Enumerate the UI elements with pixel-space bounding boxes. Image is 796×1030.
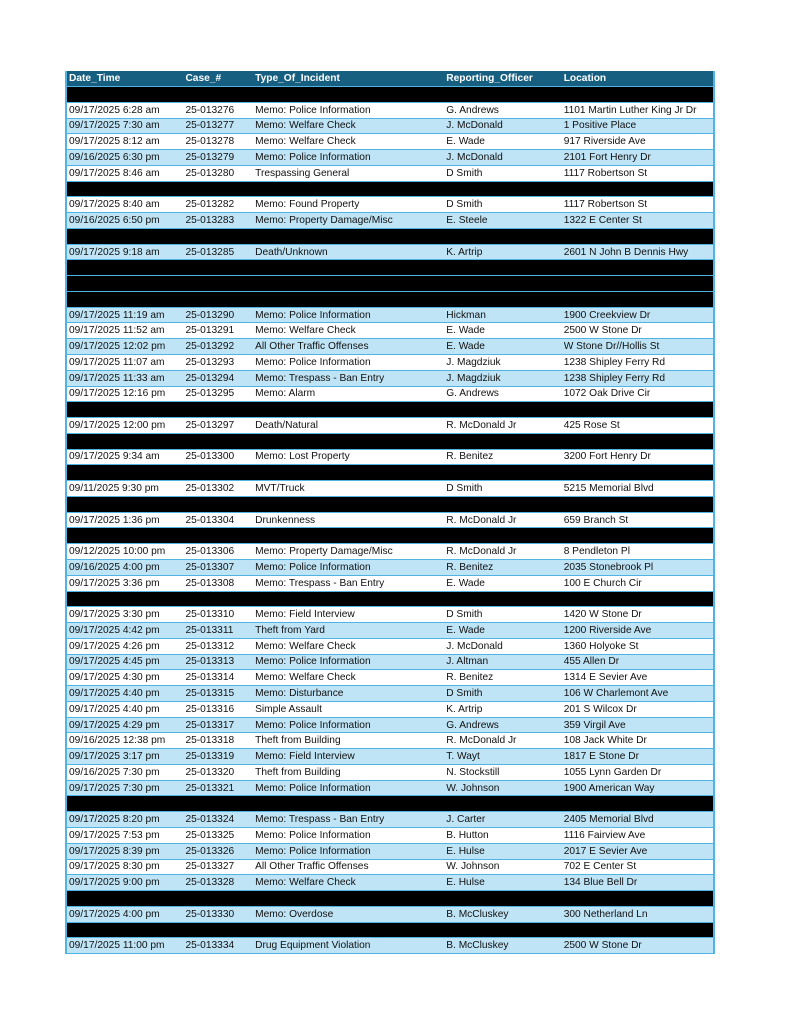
cell-location: 1055 Lynn Garden Dr [563,766,662,778]
cell-date-time: 09/17/2025 4:26 pm [69,640,160,652]
table-row [67,134,713,150]
table-row [67,119,713,135]
cell-reporting-officer: R. Benitez [446,451,494,463]
cell-type-of-incident: Memo: Alarm [255,388,316,400]
header-date-time: Date_Time [69,73,121,84]
cell-location: 917 Riverside Ave [563,136,646,148]
cell-reporting-officer: E. Wade [446,624,485,636]
cell-reporting-officer: B. Hutton [446,829,489,841]
cell-location: 1072 Oak Drive Cir [563,388,651,400]
cell-location: 702 E Center St [563,861,637,873]
table-row [67,812,713,828]
cell-case-number: 25-013317 [185,719,235,731]
cell-type-of-incident: Simple Assault [255,703,322,715]
cell-case-number: 25-013325 [185,829,235,841]
table-row [67,103,713,119]
cell-reporting-officer: R. Benitez [446,672,494,684]
cell-date-time: 09/16/2025 4:00 pm [69,561,160,573]
cell-date-time: 09/17/2025 4:40 pm [69,703,160,715]
cell-case-number: 25-013294 [185,372,235,384]
table-row [67,197,713,213]
cell-reporting-officer: Hickman [446,309,486,321]
cell-type-of-incident: Memo: Police Information [255,104,371,116]
cell-type-of-incident: Theft from Building [255,766,341,778]
table-row [67,702,713,718]
cell-reporting-officer: J. Magdziuk [446,372,501,384]
cell-location: 2405 Memorial Blvd [563,814,654,826]
cell-case-number: 25-013310 [185,609,235,621]
cell-case-number: 25-013314 [185,672,235,684]
table-row [67,781,713,797]
cell-date-time: 09/17/2025 4:30 pm [69,672,160,684]
redacted-row [67,497,713,513]
redacted-row [67,796,713,812]
cell-type-of-incident: Trespassing General [255,167,350,179]
cell-reporting-officer: E. Wade [446,341,485,353]
cell-case-number: 25-013327 [185,861,235,873]
cell-date-time: 09/17/2025 4:45 pm [69,656,160,668]
cell-date-time: 09/17/2025 9:18 am [69,246,160,258]
cell-location: 2500 W Stone Dr [563,325,642,337]
cell-date-time: 09/17/2025 8:40 am [69,199,160,211]
table-row [67,686,713,702]
header-case-number: Case_# [185,73,222,84]
cell-case-number: 25-013282 [185,199,235,211]
header-type-of-incident: Type_Of_Incident [255,73,340,84]
cell-case-number: 25-013321 [185,782,235,794]
cell-type-of-incident: Memo: Lost Property [255,451,350,463]
cell-type-of-incident: Memo: Welfare Check [255,640,356,652]
cell-type-of-incident: Memo: Welfare Check [255,325,356,337]
cell-case-number: 25-013295 [185,388,235,400]
cell-reporting-officer: J. McDonald [446,120,503,132]
header-reporting-officer: Reporting_Officer [446,73,533,84]
cell-reporting-officer: D Smith [446,199,483,211]
cell-reporting-officer: E. Hulse [446,845,485,857]
table-row [67,544,713,560]
cell-date-time: 09/17/2025 8:20 pm [69,814,160,826]
cell-case-number: 25-013324 [185,814,235,826]
cell-type-of-incident: Memo: Police Information [255,151,371,163]
cell-reporting-officer: K. Artrip [446,703,483,715]
cell-date-time: 09/17/2025 8:12 am [69,136,160,148]
cell-date-time: 09/16/2025 7:30 pm [69,766,160,778]
cell-type-of-incident: Memo: Police Information [255,845,371,857]
cell-date-time: 09/17/2025 12:16 pm [69,388,166,400]
cell-location: 1238 Shipley Ferry Rd [563,356,666,368]
table-row [67,560,713,576]
cell-location: 425 Rose St [563,419,620,431]
cell-date-time: 09/17/2025 8:39 pm [69,845,160,857]
cell-date-time: 09/17/2025 7:30 pm [69,782,160,794]
cell-case-number: 25-013316 [185,703,235,715]
table-row [67,765,713,781]
table-row [67,166,713,182]
cell-reporting-officer: B. McCluskey [446,940,509,952]
cell-date-time: 09/17/2025 11:00 pm [69,940,165,952]
cell-location: 1420 W Stone Dr [563,609,642,621]
table-row [67,860,713,876]
cell-type-of-incident: Memo: Police Information [255,719,371,731]
cell-case-number: 25-013300 [185,451,235,463]
cell-type-of-incident: Memo: Field Interview [255,751,355,763]
cell-location: 1238 Shipley Ferry Rd [563,372,666,384]
table-row [67,733,713,749]
cell-case-number: 25-013315 [185,687,235,699]
cell-location: 2017 E Sevier Ave [563,845,648,857]
cell-case-number: 25-013290 [185,309,235,321]
cell-type-of-incident: Death/Natural [255,419,318,431]
table-row [67,938,713,954]
cell-reporting-officer: N. Stockstill [446,766,500,778]
cell-location: 134 Blue Bell Dr [563,877,638,889]
redacted-row [67,891,713,907]
cell-reporting-officer: E. Hulse [446,877,485,889]
table-row [67,387,713,403]
cell-location: 100 E Church Cir [563,577,642,589]
cell-type-of-incident: Memo: Found Property [255,199,360,211]
table-row [67,308,713,324]
cell-case-number: 25-013283 [185,215,235,226]
cell-reporting-officer: J. Altman [446,656,489,668]
cell-reporting-officer: D Smith [446,609,483,621]
table-row [67,213,713,229]
cell-date-time: 09/17/2025 7:30 am [69,120,160,132]
cell-case-number: 25-013276 [185,104,235,116]
cell-location: 3200 Fort Henry Dr [563,451,651,463]
cell-date-time: 09/16/2025 6:30 pm [69,151,160,163]
cell-case-number: 25-013306 [185,546,235,558]
cell-type-of-incident: Memo: Disturbance [255,687,344,699]
cell-date-time: 09/17/2025 4:00 pm [69,908,160,920]
cell-location: 2500 W Stone Dr [563,940,642,952]
cell-type-of-incident: Memo: Police Information [255,829,371,841]
cell-date-time: 09/17/2025 4:29 pm [69,719,160,731]
cell-location: 1314 E Sevier Ave [563,672,648,684]
table-row [67,655,713,671]
redacted-row [67,182,713,198]
cell-reporting-officer: G. Andrews [446,719,499,731]
cell-type-of-incident: Memo: Field Interview [255,609,355,621]
cell-location: 201 S Wilcox Dr [563,703,637,715]
table-header [67,71,713,87]
redacted-row [67,434,713,450]
redacted-row [67,402,713,418]
cell-type-of-incident: Drunkenness [255,514,316,526]
cell-case-number: 25-013291 [185,325,235,337]
table-row [67,513,713,529]
cell-date-time: 09/17/2025 9:34 am [69,451,160,463]
table-row [67,749,713,765]
cell-reporting-officer: J. McDonald [446,640,503,652]
cell-location: 359 Virgil Ave [563,719,626,731]
table-row [67,150,713,166]
cell-location: 106 W Charlemont Ave [563,687,669,699]
table-row [67,576,713,592]
redacted-row [67,87,713,103]
table-row [67,481,713,497]
cell-reporting-officer: B. McCluskey [446,908,509,920]
cell-type-of-incident: Memo: Overdose [255,908,334,920]
cell-location: 300 Netherland Ln [563,908,648,920]
table-row [67,323,713,339]
cell-case-number: 25-013312 [185,640,235,652]
cell-location: W Stone Dr//Hollis St [563,341,660,353]
cell-location: 8 Pendleton Pl [563,546,630,558]
cell-reporting-officer: D Smith [446,687,483,699]
table-row [67,828,713,844]
cell-reporting-officer: G. Andrews [446,388,499,400]
cell-reporting-officer: D Smith [446,483,483,495]
cell-date-time: 09/12/2025 10:00 pm [69,546,166,558]
redacted-row [67,276,713,292]
cell-case-number: 25-013330 [185,908,235,920]
cell-type-of-incident: Memo: Welfare Check [255,672,356,684]
cell-date-time: 09/16/2025 12:38 pm [69,735,166,747]
cell-type-of-incident: All Other Traffic Offenses [255,861,369,873]
cell-case-number: 25-013328 [185,877,235,889]
cell-type-of-incident: Memo: Police Information [255,356,371,368]
table-row [67,718,713,734]
cell-type-of-incident: Memo: Trespass - Ban Entry [255,814,385,826]
cell-case-number: 25-013307 [185,561,235,573]
header-location: Location [563,73,607,84]
cell-date-time: 09/17/2025 8:46 am [69,167,160,179]
cell-location: 455 Allen Dr [563,656,620,668]
table-row [67,607,713,623]
cell-reporting-officer: J. McDonald [446,151,503,163]
cell-reporting-officer: W. Johnson [446,782,500,794]
table-row [67,844,713,860]
cell-reporting-officer: E. Steele [446,215,488,226]
cell-location: 1200 Riverside Ave [563,624,652,636]
cell-date-time: 09/17/2025 3:36 pm [69,577,160,589]
cell-type-of-incident: Memo: Police Information [255,309,371,321]
cell-date-time: 09/17/2025 11:33 am [69,372,165,384]
cell-date-time: 09/17/2025 6:28 am [69,104,160,116]
cell-date-time: 09/17/2025 11:07 am [69,356,165,368]
cell-case-number: 25-013297 [185,419,235,431]
redacted-row [67,292,713,308]
table-row [67,371,713,387]
cell-location: 1360 Holyoke St [563,640,639,652]
incident-table [65,71,715,954]
table-row [67,623,713,639]
cell-type-of-incident: Memo: Police Information [255,782,371,794]
cell-type-of-incident: Memo: Property Damage/Misc [255,546,393,558]
cell-type-of-incident: Memo: Trespass - Ban Entry [255,372,385,384]
table-row [67,245,713,261]
redacted-row [67,229,713,245]
table-row [67,670,713,686]
cell-reporting-officer: J. Magdziuk [446,356,501,368]
cell-case-number: 25-013311 [185,624,234,636]
table-row [67,875,713,891]
table-row [67,907,713,923]
cell-case-number: 25-013278 [185,136,235,148]
cell-case-number: 25-013285 [185,246,235,258]
cell-case-number: 25-013277 [185,120,235,132]
cell-type-of-incident: Theft from Building [255,735,341,747]
cell-date-time: 09/16/2025 6:50 pm [69,215,160,226]
cell-date-time: 09/17/2025 8:30 pm [69,861,160,873]
table-row [67,450,713,466]
cell-type-of-incident: Death/Unknown [255,246,328,258]
cell-location: 2601 N John B Dennis Hwy [563,246,689,258]
cell-case-number: 25-013280 [185,167,235,179]
cell-reporting-officer: J. Carter [446,814,486,826]
cell-location: 1900 American Way [563,782,655,794]
cell-reporting-officer: R. McDonald Jr [446,735,517,747]
table-row [67,639,713,655]
cell-date-time: 09/17/2025 9:00 pm [69,877,160,889]
cell-reporting-officer: W. Johnson [446,861,500,873]
cell-date-time: 09/17/2025 4:40 pm [69,687,160,699]
cell-location: 1116 Fairview Ave [563,829,646,841]
cell-case-number: 25-013293 [185,356,235,368]
cell-date-time: 09/11/2025 9:30 pm [69,483,159,495]
cell-reporting-officer: R. McDonald Jr [446,419,517,431]
cell-location: 1322 E Center St [563,215,642,226]
cell-type-of-incident: Drug Equipment Violation [255,940,371,952]
table-row [67,355,713,371]
cell-type-of-incident: Memo: Police Information [255,561,371,573]
cell-date-time: 09/17/2025 1:36 pm [69,514,160,526]
cell-case-number: 25-013292 [185,341,235,353]
cell-location: 108 Jack White Dr [563,735,647,747]
redacted-row [67,528,713,544]
redacted-row [67,592,713,608]
cell-case-number: 25-013320 [185,766,235,778]
cell-case-number: 25-013302 [185,483,235,495]
cell-location: 1 Positive Place [563,120,637,132]
cell-type-of-incident: Memo: Welfare Check [255,136,356,148]
table-row [67,418,713,434]
cell-location: 659 Branch St [563,514,629,526]
cell-location: 1900 Creekview Dr [563,309,651,321]
redacted-row [67,260,713,276]
cell-case-number: 25-013304 [185,514,235,526]
cell-date-time: 09/17/2025 7:53 pm [69,829,160,841]
cell-reporting-officer: K. Artrip [446,246,483,258]
cell-date-time: 09/17/2025 3:30 pm [69,609,160,621]
cell-type-of-incident: MVT/Truck [255,483,305,495]
cell-case-number: 25-013319 [185,751,235,763]
cell-type-of-incident: Memo: Police Information [255,656,371,668]
cell-case-number: 25-013308 [185,577,235,589]
cell-date-time: 09/17/2025 4:42 pm [69,624,160,636]
cell-reporting-officer: R. McDonald Jr [446,514,517,526]
cell-location: 2035 Stonebrook Pl [563,561,654,573]
redacted-row [67,923,713,939]
cell-case-number: 25-013326 [185,845,235,857]
cell-location: 1101 Martin Luther King Jr Dr [563,104,697,116]
cell-type-of-incident: All Other Traffic Offenses [255,341,369,353]
cell-date-time: 09/17/2025 3:17 pm [69,751,160,763]
table-row [67,339,713,355]
cell-case-number: 25-013318 [185,735,235,747]
cell-case-number: 25-013313 [185,656,235,668]
cell-type-of-incident: Memo: Welfare Check [255,120,356,132]
cell-reporting-officer: G. Andrews [446,104,499,116]
cell-reporting-officer: R. McDonald Jr [446,546,517,558]
cell-location: 1817 E Stone Dr [563,751,640,763]
cell-location: 1117 Robertson St [563,167,648,179]
cell-date-time: 09/17/2025 12:00 pm [69,419,166,431]
cell-case-number: 25-013334 [185,940,235,952]
cell-location: 1117 Robertson St [563,199,648,211]
cell-type-of-incident: Memo: Welfare Check [255,877,356,889]
cell-reporting-officer: T. Wayt [446,751,480,763]
redacted-row [67,465,713,481]
cell-case-number: 25-013279 [185,151,235,163]
cell-type-of-incident: Theft from Yard [255,624,325,636]
cell-reporting-officer: E. Wade [446,325,485,337]
cell-reporting-officer: R. Benitez [446,561,494,573]
cell-location: 2101 Fort Henry Dr [563,151,651,163]
cell-date-time: 09/17/2025 12:02 pm [69,341,166,353]
cell-type-of-incident: Memo: Property Damage/Misc [255,215,393,226]
cell-date-time: 09/17/2025 11:52 am [69,325,165,337]
cell-reporting-officer: E. Wade [446,136,485,148]
cell-location: 5215 Memorial Blvd [563,483,654,495]
cell-reporting-officer: D Smith [446,167,483,179]
cell-type-of-incident: Memo: Trespass - Ban Entry [255,577,385,589]
cell-date-time: 09/17/2025 11:19 am [69,309,165,321]
cell-reporting-officer: E. Wade [446,577,485,589]
